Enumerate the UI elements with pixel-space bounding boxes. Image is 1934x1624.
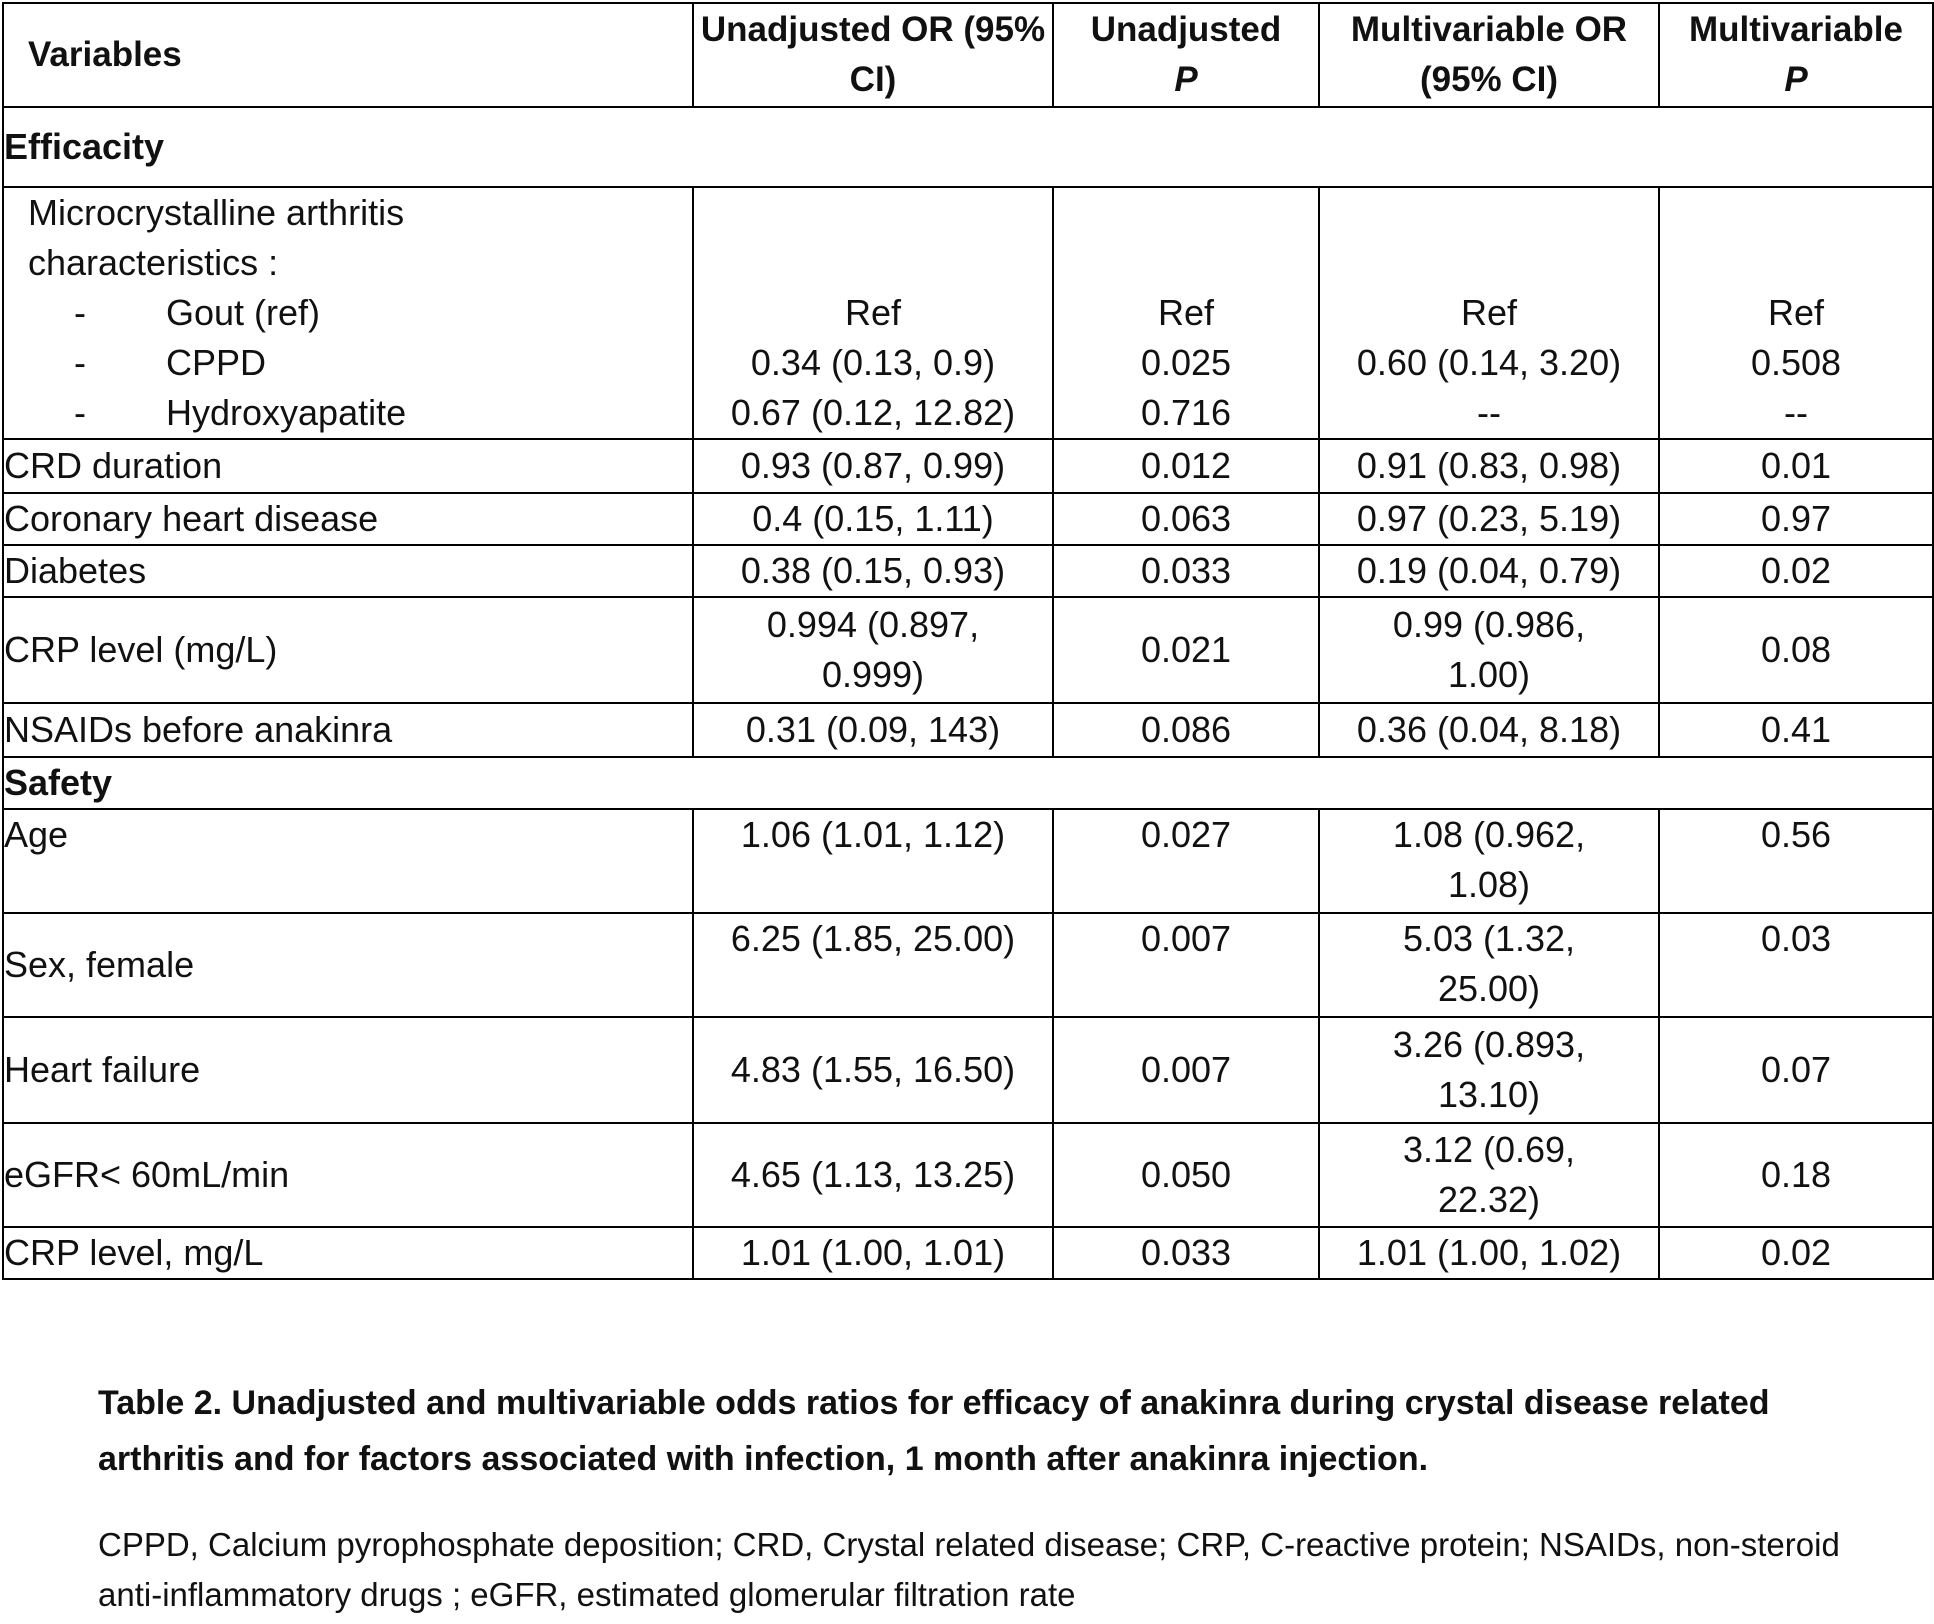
header-multivariable-or: Multivariable OR (95% CI) (1319, 3, 1659, 107)
unadjusted-p-value: 0.050 (1053, 1123, 1319, 1227)
microcrystalline-intro-line1: Microcrystalline arthritis (28, 192, 405, 233)
table-row-crp-level-safety (3, 1227, 1933, 1279)
header-unadjusted-p-line2: P (1174, 60, 1198, 99)
micro-unadjusted-p-cell (1053, 187, 1319, 439)
micro-multivariable-or-cell (1319, 187, 1659, 439)
table-row-crd-duration (3, 439, 1933, 493)
value-line1: 3.26 (0.893, (1392, 1024, 1586, 1065)
value-line1: 0.99 (0.986, (1392, 604, 1586, 645)
table-row-microcrystalline (3, 187, 1933, 439)
value-line2: 22.32) (1437, 1179, 1541, 1220)
header-multivariable-p (1659, 3, 1933, 107)
unadjusted-or-value: 4.83 (1.55, 16.50) (693, 1017, 1053, 1123)
multivariable-p-value: 0.41 (1659, 703, 1933, 757)
value-line1: 0.994 (0.897, (766, 604, 980, 645)
value-line2: 0.999) (821, 654, 925, 695)
multivariable-p-value: 0.01 (1659, 439, 1933, 493)
value-line2: 1.08) (1447, 864, 1531, 905)
unadjusted-p-value: 0.012 (1053, 439, 1319, 493)
table-row-age (3, 809, 1933, 913)
row-label: Age (3, 809, 693, 913)
value-line1: 1.08 (0.962, (1392, 814, 1586, 855)
multivariable-p-value: 0.56 (1659, 809, 1933, 913)
header-unadjusted-p-line1: Unadjusted (1090, 10, 1282, 49)
multivariable-or-value (1319, 597, 1659, 703)
cell-value: 0.716 (1140, 392, 1232, 433)
unadjusted-p-value: 0.033 (1053, 1227, 1319, 1279)
cell-value: -- (1784, 392, 1808, 433)
row-label: NSAIDs before anakinra (3, 703, 693, 757)
multivariable-p-value: 0.02 (1659, 545, 1933, 597)
microcrystalline-intro-line2: characteristics : (28, 242, 279, 283)
unadjusted-or-value: 0.38 (0.15, 0.93) (693, 545, 1053, 597)
header-unadjusted-p (1053, 3, 1319, 107)
multivariable-p-value: 0.07 (1659, 1017, 1933, 1123)
row-label: CRD duration (3, 439, 693, 493)
multivariable-or-value: 0.36 (0.04, 8.18) (1319, 703, 1659, 757)
table-row-egfr (3, 1123, 1933, 1227)
value-line2: 1.00) (1447, 654, 1531, 695)
table-row-heart-failure (3, 1017, 1933, 1123)
multivariable-p-value: 0.03 (1659, 913, 1933, 1017)
table-row-diabetes (3, 545, 1933, 597)
table-caption: Table 2. Unadjusted and multivariable odds ratios for efficacy of anakinra during crystal disease related arthritis and for factors associated with infection, 1 month after anakinra injection. (98, 1384, 1770, 1478)
unadjusted-p-value: 0.007 (1053, 1017, 1319, 1123)
section-label-safety: Safety (3, 757, 1933, 809)
sub-label: Gout (ref) (166, 292, 321, 333)
unadjusted-p-value: 0.086 (1053, 703, 1319, 757)
cell-value: -- (1477, 392, 1501, 433)
unadjusted-or-value: 1.06 (1.01, 1.12) (693, 809, 1053, 913)
multivariable-or-value (1319, 913, 1659, 1017)
unadjusted-or-value: 6.25 (1.85, 25.00) (693, 913, 1053, 1017)
header-multivariable-p-line2: P (1784, 60, 1808, 99)
unadjusted-p-value: 0.007 (1053, 913, 1319, 1017)
multivariable-or-value: 0.97 (0.23, 5.19) (1319, 493, 1659, 545)
multivariable-or-value: 1.01 (1.00, 1.02) (1319, 1227, 1659, 1279)
row-label: CRP level, mg/L (3, 1227, 693, 1279)
table-row-nsaids (3, 703, 1933, 757)
row-label: Diabetes (3, 545, 693, 597)
dash-marker: - (74, 342, 86, 383)
cell-value: Ref (1767, 292, 1825, 333)
unadjusted-or-value: 0.31 (0.09, 143) (693, 703, 1053, 757)
micro-multivariable-p-cell (1659, 187, 1933, 439)
row-label: CRP level (mg/L) (3, 597, 693, 703)
value-line2: 13.10) (1437, 1074, 1541, 1115)
value-line1: 5.03 (1.32, (1402, 918, 1576, 959)
sub-label: CPPD (166, 342, 267, 383)
cell-value: 0.025 (1140, 342, 1232, 383)
cell-value: 0.67 (0.12, 12.82) (730, 392, 1016, 433)
value-line2: 25.00) (1437, 968, 1541, 1009)
multivariable-or-value (1319, 1123, 1659, 1227)
cell-value: 0.508 (1750, 342, 1842, 383)
cell-value: Ref (1460, 292, 1518, 333)
row-label: Heart failure (3, 1017, 693, 1123)
unadjusted-p-value: 0.021 (1053, 597, 1319, 703)
sub-label: Hydroxyapatite (166, 392, 407, 433)
unadjusted-p-value: 0.063 (1053, 493, 1319, 545)
cell-value: Ref (844, 292, 902, 333)
multivariable-p-value: 0.02 (1659, 1227, 1933, 1279)
multivariable-p-value: 0.97 (1659, 493, 1933, 545)
multivariable-p-value: 0.08 (1659, 597, 1933, 703)
micro-unadjusted-or-cell (693, 187, 1053, 439)
header-row (3, 3, 1933, 107)
sub-item-hydroxyapatite (4, 388, 692, 438)
unadjusted-or-value: 1.01 (1.00, 1.01) (693, 1227, 1053, 1279)
multivariable-or-value (1319, 809, 1659, 913)
unadjusted-or-value: 0.4 (0.15, 1.11) (693, 493, 1053, 545)
odds-ratio-table (2, 2, 1934, 1280)
section-row-efficacy (3, 107, 1933, 187)
table-row-coronary-heart-disease (3, 493, 1933, 545)
sub-item-gout (4, 288, 692, 338)
dash-marker: - (74, 292, 86, 333)
multivariable-p-value: 0.18 (1659, 1123, 1933, 1227)
row-label: Sex, female (3, 913, 693, 1017)
unadjusted-p-value: 0.033 (1053, 545, 1319, 597)
table-row-crp-level-efficacy (3, 597, 1933, 703)
row-label: Coronary heart disease (3, 493, 693, 545)
header-multivariable-p-line1: Multivariable (1689, 10, 1903, 49)
section-row-safety (3, 757, 1933, 809)
sub-item-cppd (4, 338, 692, 388)
microcrystalline-cell (3, 187, 693, 439)
table-row-sex-female (3, 913, 1933, 1017)
row-label: eGFR< 60mL/min (3, 1123, 693, 1227)
dash-marker: - (74, 392, 86, 433)
header-variables: Variables (3, 3, 693, 107)
header-unadjusted-or: Unadjusted OR (95% CI) (693, 3, 1053, 107)
unadjusted-or-value (693, 597, 1053, 703)
cell-value: 0.34 (0.13, 0.9) (750, 342, 996, 383)
abbreviations-note: CPPD, Calcium pyrophosphate deposition; CRD, Crystal related disease; CRP, C-reactive protein; NSAIDs, non-steroid anti-inflammatory drugs ; eGFR, estimated glomerular filtration rate (98, 1526, 1840, 1613)
unadjusted-or-value: 4.65 (1.13, 13.25) (693, 1123, 1053, 1227)
value-line1: 3.12 (0.69, (1402, 1129, 1576, 1170)
multivariable-or-value: 0.91 (0.83, 0.98) (1319, 439, 1659, 493)
section-label-efficacy: Efficacity (3, 107, 1933, 187)
multivariable-or-value: 0.19 (0.04, 0.79) (1319, 545, 1659, 597)
cell-value: Ref (1157, 292, 1215, 333)
unadjusted-or-value: 0.93 (0.87, 0.99) (693, 439, 1053, 493)
multivariable-or-value (1319, 1017, 1659, 1123)
unadjusted-p-value: 0.027 (1053, 809, 1319, 913)
cell-value: 0.60 (0.14, 3.20) (1356, 342, 1622, 383)
